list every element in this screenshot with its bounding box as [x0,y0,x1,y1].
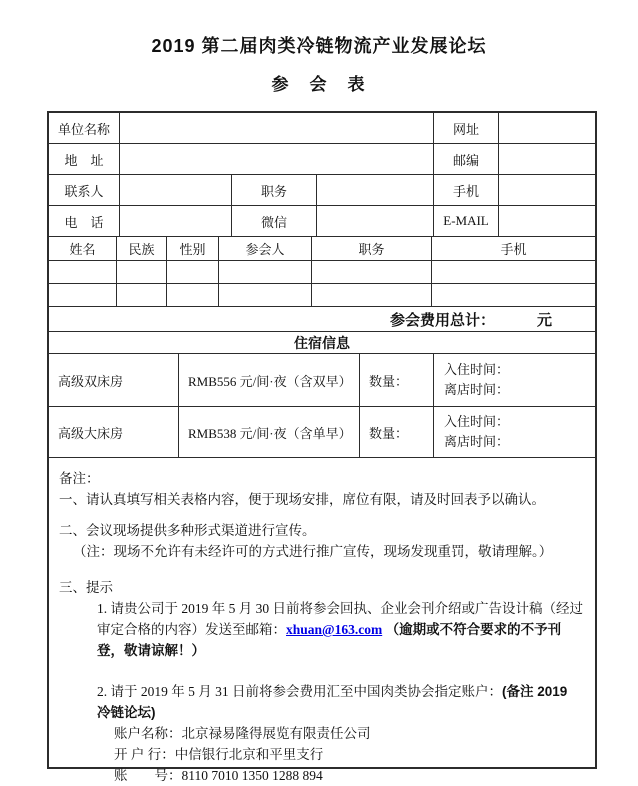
lodging-section-row [49,332,595,354]
position-field[interactable] [317,175,434,205]
website-field[interactable] [499,113,595,143]
notes-item-3: 三、提示 [59,580,113,595]
room-type-label: 高级双床房 [49,354,179,406]
row-contact [49,175,595,206]
room-dates-field[interactable] [434,354,595,406]
fee-total-row [49,307,595,332]
email-link[interactable]: xhuan@163.com [286,622,383,637]
room-dates-field[interactable] [434,407,595,457]
zip-field[interactable] [499,144,595,174]
form-title: 参 会 表 [271,75,367,94]
tip1-text: 1. 请贵公司于 2019 年 5 月 30 日前将参会回执、企业会刊介绍或广告设计稿（经过审定合格的内容）发送至邮箱： [97,601,583,637]
notes-item-1: 一、请认真填写相关表格内容，便于现场安排，席位有限，请及时回表予以确认。 [59,492,545,507]
page-title: 2019 第二届肉类冷链物流产业发展论坛 [151,36,487,56]
tip2-text: 2. 请于 2019 年 5 月 31 日前将参会费用汇至中国肉类协会指定账户： [97,684,502,699]
checkout-label: 离店时间： [444,434,510,449]
lodging-row-twin [49,354,595,407]
company-name-label: 单位名称 [49,113,120,143]
lodging-row-king [49,407,595,458]
room-price-label: RMB538 元/间·夜（含单早） [179,407,360,457]
room-quantity-field[interactable]: 数量： [360,354,434,406]
attendee-ethnic-field[interactable] [117,261,167,283]
attendee-position-header: 职务 [312,237,432,260]
phone-label: 电 话 [49,206,120,236]
wechat-label: 微信 [232,206,317,236]
attendee-header-row [49,237,595,261]
row-company [49,113,595,144]
notes-item-2: 二、会议现场提供多种形式渠道进行宣传。 [59,523,316,538]
tip1-warning: （逾期或不符合要求的不予刊登，敬请谅解！） [97,622,562,658]
notes-row [49,458,595,783]
account-name-line: 账户名称：北京禄易隆得展览有限责任公司 [114,726,371,741]
tip2-memo: (备注 2019 冷链论坛) [97,684,568,720]
room-quantity-field[interactable]: 数量： [360,407,434,457]
company-name-field[interactable] [120,113,434,143]
attendee-row [49,284,595,307]
attendee-name-field[interactable] [49,284,117,306]
attendee-name-field[interactable] [49,261,117,283]
room-type-label: 高级大床房 [49,407,179,457]
row-phone [49,206,595,237]
checkin-label: 入住时间： [444,362,510,377]
attendee-ethnic-header: 民族 [117,237,167,260]
notes-tip-2 [97,681,583,723]
fee-total-label: 参会费用总计： [390,311,496,329]
attendee-participant-field[interactable] [219,261,312,283]
registration-form-table [47,111,597,783]
attendee-participant-field[interactable] [219,284,312,306]
phone-field[interactable] [120,206,232,236]
fee-total-cell [49,307,595,331]
attendee-participant-header: 参会人 [219,237,312,260]
bank-line: 开 户 行：中信银行北京和平里支行 [114,747,324,762]
contact-label: 联系人 [49,175,120,205]
website-label: 网址 [434,113,499,143]
contact-field[interactable] [120,175,232,205]
notes-tip-1 [97,598,583,661]
notes-cell [49,458,595,783]
attendee-gender-header: 性别 [167,237,219,260]
checkout-label: 离店时间： [444,382,510,397]
row-address [49,144,595,175]
attendee-mobile-field[interactable] [432,284,595,306]
fee-unit-label: 元 [537,311,553,329]
attendee-gender-field[interactable] [167,261,219,283]
checkin-label: 入住时间： [444,414,510,429]
mobile-field[interactable] [499,175,595,205]
notes-item-2-note: （注：现场不允许有未经许可的方式进行推广宣传，现场发现重罚，敬请理解。） [73,544,553,559]
email-label: E-MAIL [434,206,499,236]
room-price-label: RMB556 元/间·夜（含双早） [179,354,360,406]
zip-label: 邮编 [434,144,499,174]
attendee-position-field[interactable] [312,261,432,283]
attendee-position-field[interactable] [312,284,432,306]
attendee-mobile-header: 手机 [500,242,527,257]
position-label: 职务 [232,175,317,205]
lodging-section-title: 住宿信息 [294,334,350,351]
attendee-gender-field[interactable] [167,284,219,306]
account-number-line: 账 号：8110 7010 1350 1288 894 [114,768,323,783]
attendee-mobile-field[interactable] [432,261,595,283]
wechat-field[interactable] [317,206,434,236]
attendee-row [49,261,595,284]
mobile-label: 手机 [434,175,499,205]
notes-title: 备注： [59,471,100,486]
attendee-name-header: 姓名 [49,237,117,260]
fee-amount-field[interactable] [495,310,537,328]
address-label: 地 址 [49,144,120,174]
address-field[interactable] [120,144,434,174]
attendee-ethnic-field[interactable] [117,284,167,306]
email-field[interactable] [499,206,595,236]
